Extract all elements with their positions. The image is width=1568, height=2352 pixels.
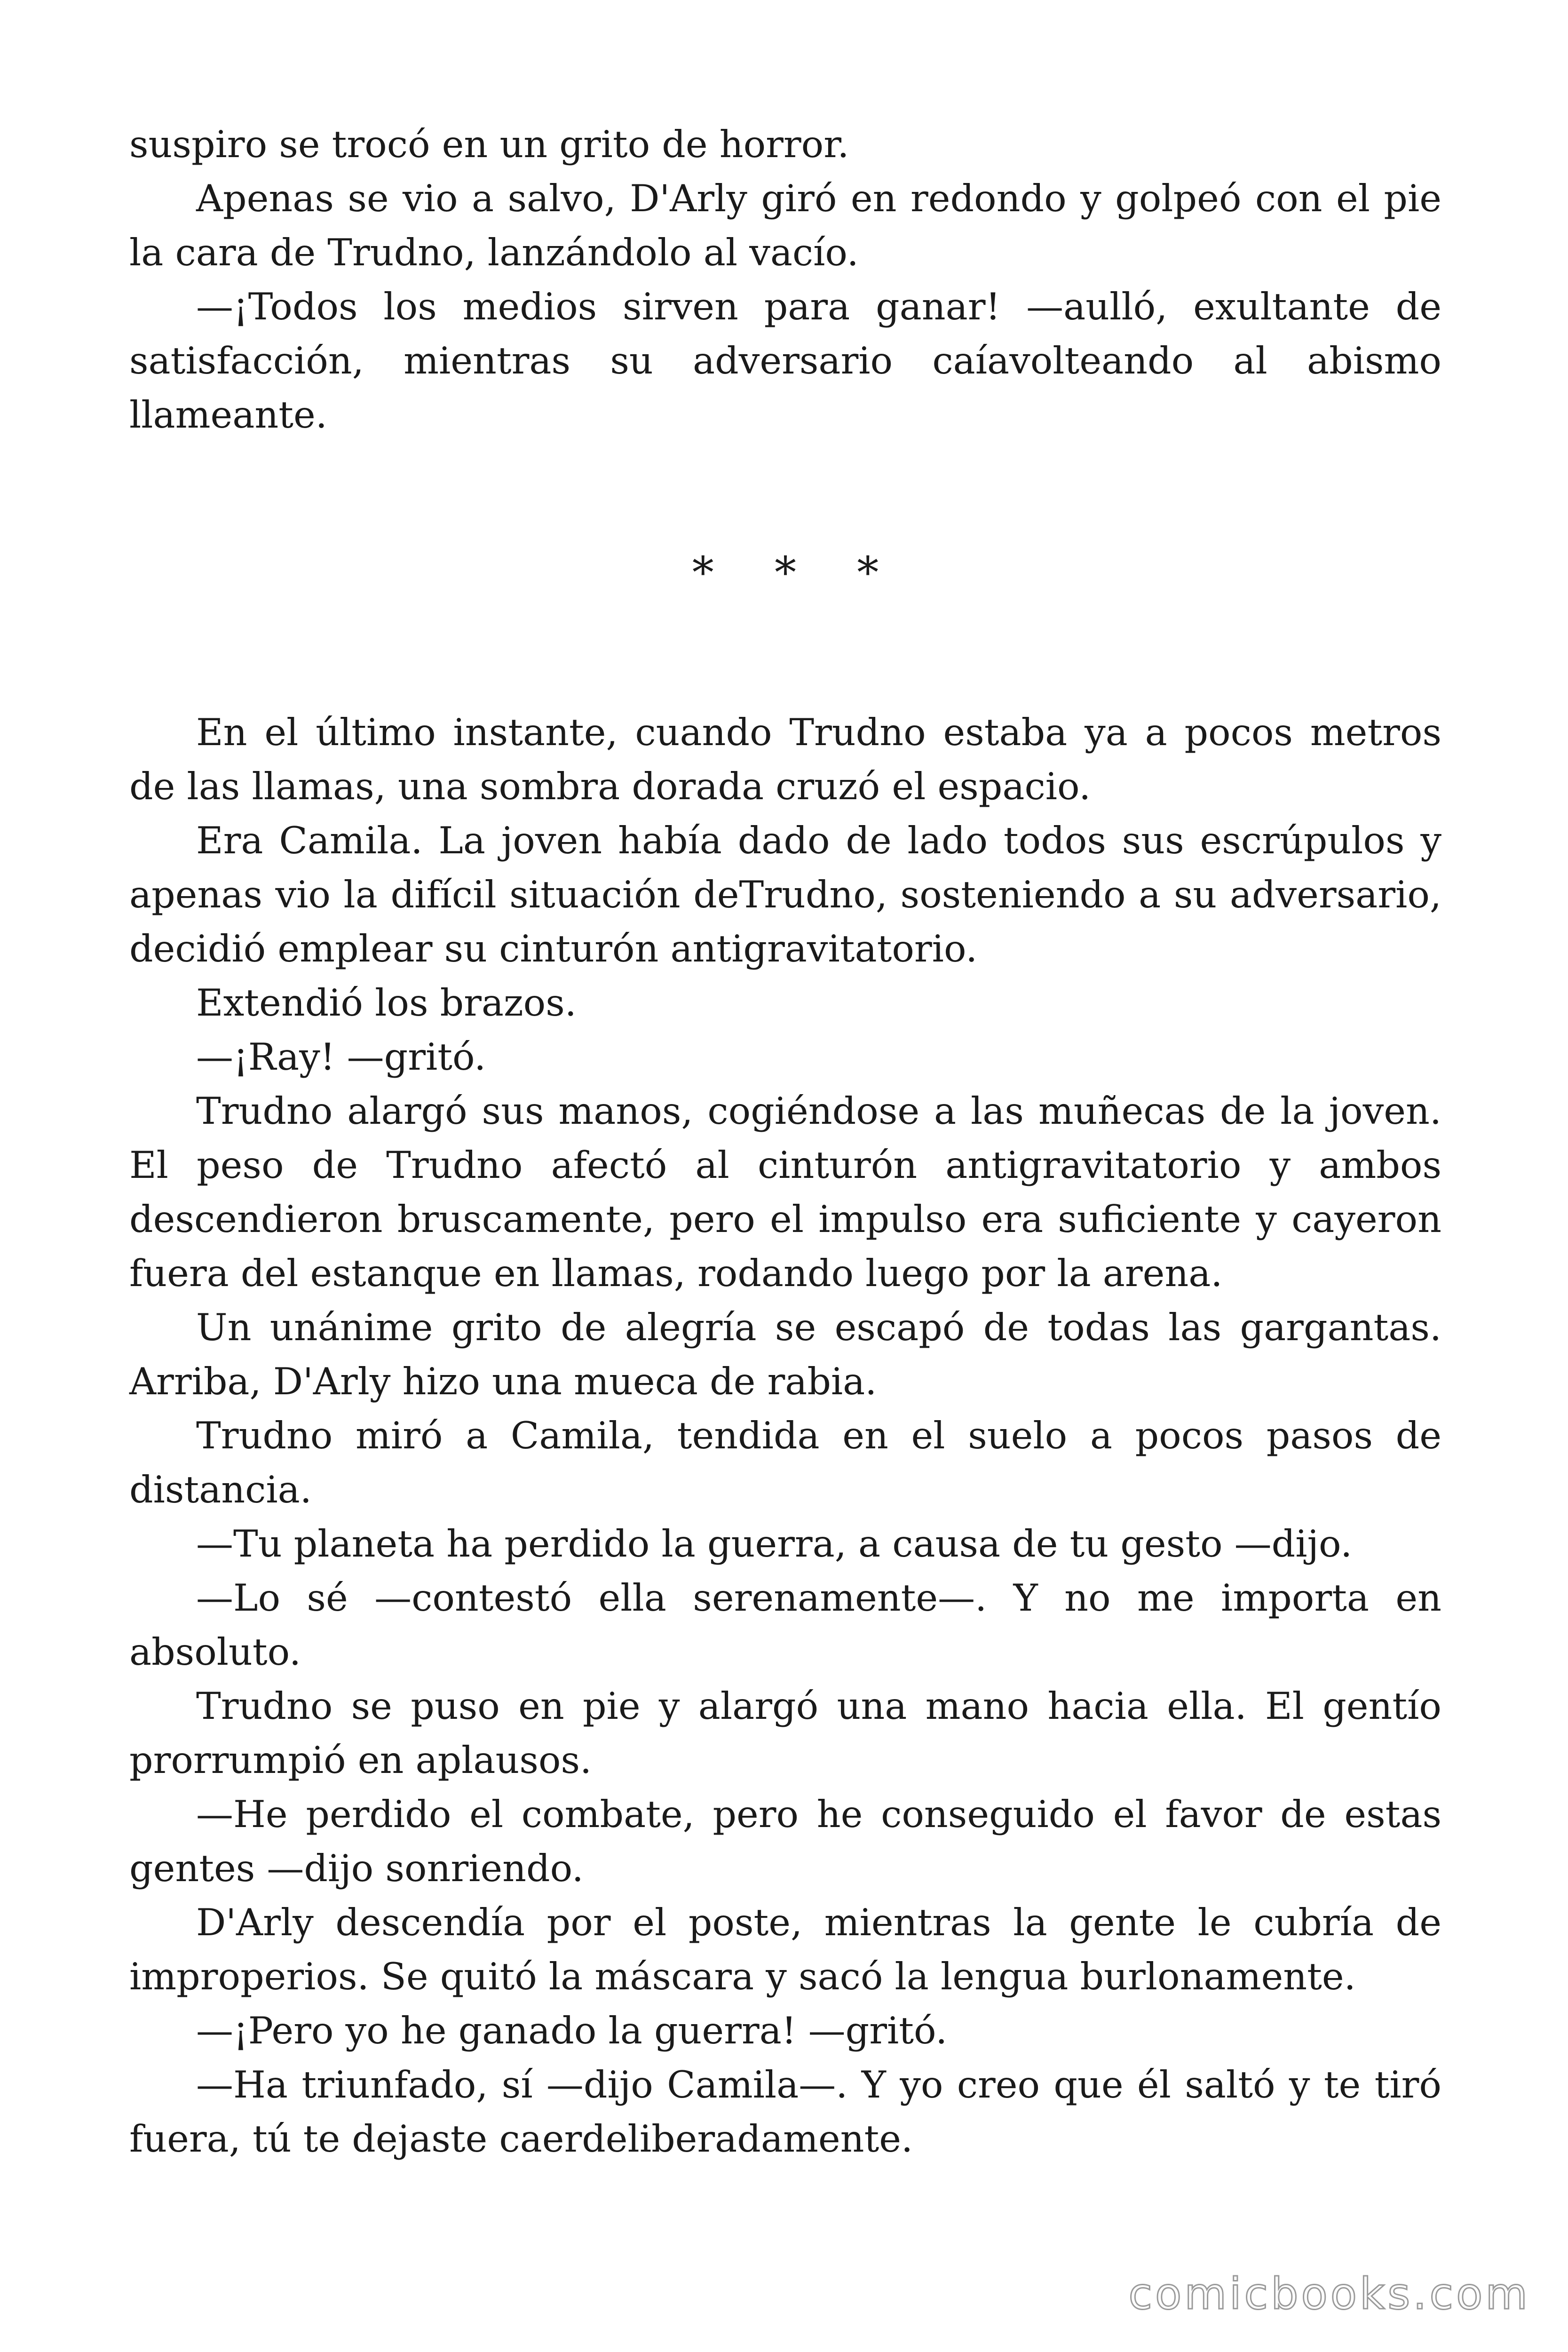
paragraph: D'Arly descendía por el poste, mientras la gente le cubría de improperios. Se quitó la máscara y sacó la lengua burlonamente. bbox=[129, 1901, 1441, 1998]
paragraph: —¡Pero yo he ganado la guerra! —gritó. bbox=[196, 2009, 948, 2052]
paragraph: En el último instante, cuando Trudno estaba ya a pocos metros de las llamas, una sombra dorada cruzó el espacio. bbox=[129, 711, 1441, 808]
section-separator: * * * bbox=[692, 548, 903, 598]
paragraph: —Tu planeta ha perdido la guerra, a causa de tu gesto —dijo. bbox=[196, 1522, 1353, 1565]
text-block-before-separator bbox=[129, 118, 1441, 442]
paragraph: —¡Todos los medios sirven para ganar! —aulló, exultante de satisfacción, mientras su adversario caíavolteando al abismo llameante. bbox=[129, 285, 1441, 437]
paragraph: Trudno alargó sus manos, cogiéndose a las muñecas de la joven. El peso de Trudno afectó al cinturón antigravitatorio y ambos descendieron bruscamente, pero el impulso era suficiente y cayeron fuera del estanque en llamas, rodando luego por la arena. bbox=[129, 1089, 1441, 1295]
paragraph: —Ha triunfado, sí —dijo Camila—. Y yo creo que él saltó y te tiró fuera, tú te dejaste caerdeliberadamente. bbox=[129, 2063, 1441, 2161]
paragraph: —He perdido el combate, pero he conseguido el favor de estas gentes —dijo sonriendo. bbox=[129, 1793, 1441, 1890]
paragraph: Apenas se vio a salvo, D'Arly giró en redondo y golpeó con el pie la cara de Trudno, lanzándolo al vacío. bbox=[129, 177, 1441, 274]
paragraph: Trudno se puso en pie y alargó una mano hacia ella. El gentío prorrumpió en aplausos. bbox=[129, 1685, 1441, 1782]
paragraph: Era Camila. La joven había dado de lado todos sus escrúpulos y apenas vio la difícil situación deTrudno, sosteniendo a su adversario, decidió emplear su cinturón antigravitatorio. bbox=[129, 819, 1441, 970]
page-body bbox=[129, 118, 1441, 2166]
paragraph: Extendió los brazos. bbox=[196, 981, 577, 1025]
paragraph: —Lo sé —contestó ella serenamente—. Y no me importa en absoluto. bbox=[129, 1576, 1441, 1674]
paragraph: Trudno miró a Camila, tendida en el suelo a pocos pasos de distancia. bbox=[129, 1414, 1441, 1511]
paragraph: —¡Ray! —gritó. bbox=[196, 1035, 486, 1079]
paragraph: suspiro se trocó en un grito de horror. bbox=[129, 123, 849, 166]
paragraph: Un unánime grito de alegría se escapó de todas las gargantas. Arriba, D'Arly hizo una mueca de rabia. bbox=[129, 1306, 1441, 1403]
text-block-after-separator bbox=[129, 706, 1441, 2166]
watermark-logo: comicbooks.com bbox=[1128, 2269, 1530, 2319]
